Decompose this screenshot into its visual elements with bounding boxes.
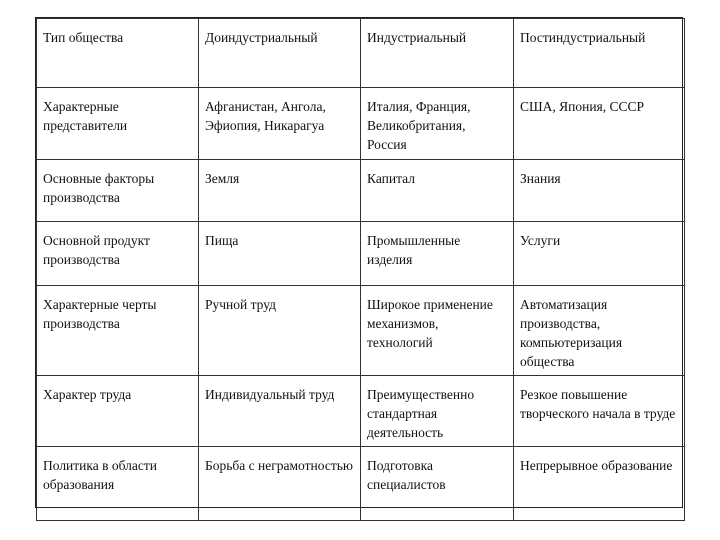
row-label-cell: Характерные черты производства — [37, 286, 199, 376]
table-cell: Ручной труд — [199, 286, 361, 376]
row-label-cell: Характер труда — [37, 376, 199, 447]
row-label-cell: Характерные представители — [37, 88, 199, 160]
table-cell: Борьба с неграмотностью — [199, 447, 361, 521]
table-row-production-factors — [37, 160, 685, 222]
header-cell-preindustrial: Доиндустриальный — [199, 19, 361, 88]
table-row-production-features — [37, 286, 685, 376]
table-cell: Пища — [199, 222, 361, 286]
table-cell: Подготовка специалистов — [361, 447, 514, 521]
table-cell: Капитал — [361, 160, 514, 222]
table-cell: Земля — [199, 160, 361, 222]
table-row-main-product — [37, 222, 685, 286]
table-cell: Промышленные изделия — [361, 222, 514, 286]
row-label-cell: Политика в области образования — [37, 447, 199, 521]
table-row-labor-character — [37, 376, 685, 447]
table-row-representatives — [37, 88, 685, 160]
table-cell: Автоматизация производства, компьютеризация общества — [514, 286, 685, 376]
table-cell: Непрерывное образование — [514, 447, 685, 521]
table-cell: Услуги — [514, 222, 685, 286]
table-cell: США, Япония, СССР — [514, 88, 685, 160]
table-cell: Знания — [514, 160, 685, 222]
table-cell: Преимущественно стандартная деятельность — [361, 376, 514, 447]
table-cell: Индивидуальный труд — [199, 376, 361, 447]
row-label-cell: Основной продукт производства — [37, 222, 199, 286]
table-header-row — [37, 19, 685, 88]
table-cell: Широкое применение механизмов, технологий — [361, 286, 514, 376]
table-row-education-policy — [37, 447, 685, 521]
header-cell-postindustrial: Постиндустриальный — [514, 19, 685, 88]
society-types-table-frame — [35, 17, 683, 508]
header-cell-industrial: Индустриальный — [361, 19, 514, 88]
header-cell-society-type: Тип общества — [37, 19, 199, 88]
table-cell: Афганистан, Ангола, Эфиопия, Никарагуа — [199, 88, 361, 160]
table-cell: Италия, Франция, Великобритания, Россия — [361, 88, 514, 160]
row-label-cell: Основные факторы производства — [37, 160, 199, 222]
table-cell: Резкое повышение творческого начала в труде — [514, 376, 685, 447]
society-types-table — [36, 18, 685, 521]
